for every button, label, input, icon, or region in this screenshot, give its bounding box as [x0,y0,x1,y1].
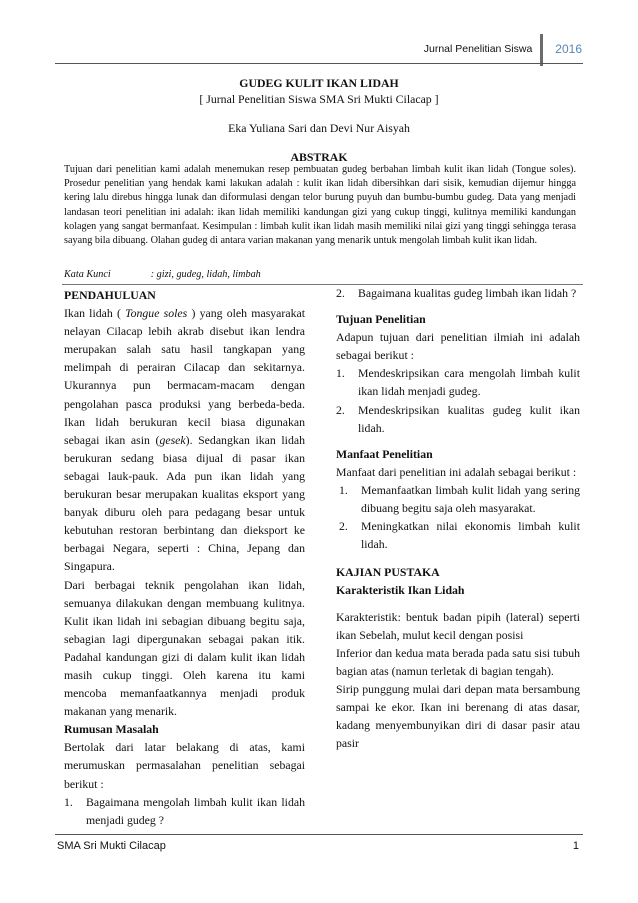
keywords [64,269,261,280]
paper-title: GUDEG KULIT IKAN LIDAH [239,76,399,90]
karakteristik-paragraph-2: Inferior dan kedua mata berada pada satu sisi tubuh bagian atas (namun terletak di bagian tengah). [336,645,580,678]
pendahuluan-paragraph-2: Dari berbagai teknik pengolahan ikan lidah, semuanya dilakukan dengan membuang kulitnya. Kulit ikan lidah ini sebagian dibuang begitu saja, sebagian lagi dipergunakan sebagai pakan itik. Padahal kandungan gizi di dalam kulit ikan lidah masih cukup tinggi. Oleh karena itu kami mencoba memanfaatkannya menjadi produk makanan yang menarik. [64,577,305,719]
karakteristik-paragraph-3: Sirip punggung mulai dari depan mata bersambung sampai ke ekor. Ikan ini berenang di atas dasar, kadang menyembunyikan diri di dasar pasir atau pasir [336,681,580,751]
right-column [336,284,580,752]
abstract-heading: ABSTRAK [290,150,348,164]
page-header [424,34,582,64]
page-number: 1 [572,840,579,852]
rumusan-intro: Bertolak dari latar belakang di atas, kami merumuskan permasalahan penelitian sebagai berikut : [64,740,305,791]
paper-authors: Eka Yuliana Sari dan Devi Nur Aisyah [228,121,410,135]
tujuan-list [336,364,580,436]
footer-rule [55,834,583,835]
list-item: 1. Bagaimana mengolah limbah kulit ikan lidah menjadi gudeg ? [64,794,305,827]
karakteristik-heading: Karakteristik Ikan Lidah [336,583,465,598]
keywords-list: : gizi, gudeg, lidah, limbah [150,269,261,280]
list-item: 1. Memanfaatkan limbah kulit lidah yang sering dibuang begitu saja oleh masyarakat. [339,482,580,516]
manfaat-intro: Manfaat dari penelitian ini adalah sebagai berikut : [336,464,577,479]
abstract-text: Tujuan dari penelitian kami adalah menemukan resep pembuatan gudeg berbahan limbah kulit ikan lidah (Tongue soles). Prosedur penelitian yang hendak kami lakukan adalah : kulit ikan lidah dibersihkan dari sisik, kemudian dijemur hingga kering lalu direbus hingga lunak dan diformulasi dengan telor burung puyuh dan bumbu-bumbu gudeg. Data yang menjadi landasan teori penelitian ini adalah: ikan lidah memiliki kandungan gizi yang cukup tinggi, kulitnya memiliki kandungan kolagen yang sangat bermanfaat. Kesimpulan : limbah kulit ikan lidah masih memiliki nilai gizi yang tinggi sehingga terasa sayang bila dibuang. Olahan gudeg di antara varian makanan yang menarik untuk mengolah limbah kulit ikan lidah. [64,164,576,247]
manfaat-heading: Manfaat Penelitian [336,446,433,461]
kajian-heading: KAJIAN PUSTAKA [336,565,440,580]
keywords-label: Kata Kunci [64,269,111,280]
list-item: 2. Meningkatkan nilai ekonomis limbah kulit lidah. [339,519,580,552]
footer-school: SMA Sri Mukti Cilacap [57,840,166,852]
tujuan-intro: Adapun tujuan dari penelitian ilmiah ini adalah sebagai berikut : [336,330,580,363]
paper-subtitle: [ Jurnal Penelitian Siswa SMA Sri Mukti Cilacap ] [199,92,439,106]
journal-year: 2016 [555,42,582,56]
pendahuluan-paragraph-1: Ikan lidah ( Tongue soles ) yang oleh masyarakat nelayan Cilacap lebih akrab disebut ikan lendra merupakan salah satu hasil tangkapan yang melimpah di perairan Cilacap dan sekitarnya. Ukurannya pun bermacam-macam dengan pengolahan pasca produksi yang berbeda-beda. Ikan lidah berukuran kecil biasa digunakan sebagai ikan asin (gesek). Sedangkan ikan lidah berukuran sedang biasa dijual di pasar ikan sebagai lauk-pauk. Ada pun ikan lidah yang berukuran besar merupakan kualitas eksport yang banyak diburu oleh para pedagang besar untuk kebutuhan restoran berbintang dan dieksport ke berbagai Negara, seperti : China, Jepang dan Singapura. [64,306,305,574]
list-item: 2. Mendeskripsikan kualitas gudeg kulit ikan lidah. [336,402,580,435]
tujuan-heading: Tujuan Penelitian [336,312,426,327]
journal-name: Jurnal Penelitian Siswa [423,43,533,55]
left-column [64,286,305,829]
header-rule [55,63,583,64]
karakteristik-paragraph-1: Karakteristik: bentuk badan pipih (lateral) seperti ikan Sebelah, mulut kecil dengan posisi [336,609,580,642]
list-item: 1. Mendeskripsikan cara mengolah limbah kulit ikan lidah menjadi gudeg. [336,366,580,399]
rumusan-list [64,793,305,829]
rumusan-list-continued [336,284,580,302]
list-item: 2. Bagaimana kualitas gudeg limbah ikan lidah ? [336,286,577,300]
manfaat-list [336,481,580,553]
rumusan-heading: Rumusan Masalah [64,722,159,737]
pendahuluan-heading: PENDAHULUAN [64,288,156,302]
